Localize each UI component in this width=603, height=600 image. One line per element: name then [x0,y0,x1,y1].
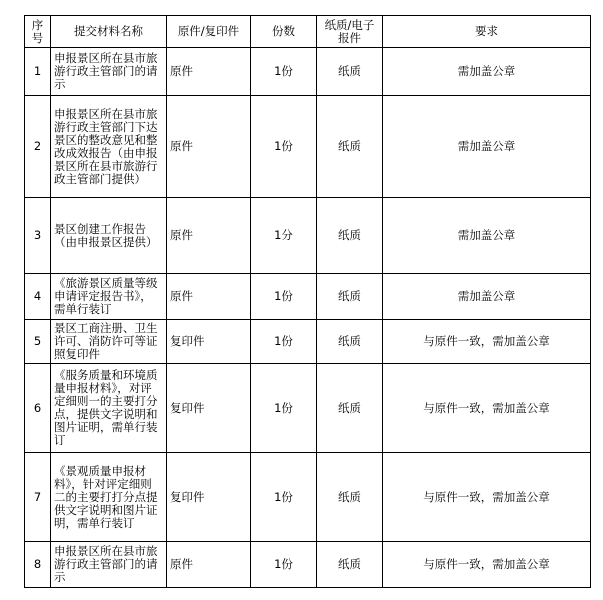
table-row [25,96,591,198]
table-row [25,542,591,588]
row-copies: 1份 [251,364,317,453]
row-material: 景区创建工作报告（由申报景区提供） [51,198,167,274]
row-original-copy: 复印件 [167,453,251,542]
table-row [25,198,591,274]
row-format: 纸质 [317,48,383,96]
submission-materials-table [24,15,591,588]
row-original-copy: 原件 [167,274,251,320]
row-original-copy: 原件 [167,542,251,588]
header-requirement: 要求 [383,16,591,48]
row-original-copy: 复印件 [167,364,251,453]
header-copies: 份数 [251,16,317,48]
row-material: 《旅游景区质量等级申请评定报告书》，需单行装订 [51,274,167,320]
row-original-copy: 原件 [167,198,251,274]
row-requirement: 需加盖公章 [383,48,591,96]
row-copies: 1份 [251,542,317,588]
row-original-copy: 复印件 [167,320,251,364]
row-copies: 1分 [251,198,317,274]
table-row [25,274,591,320]
row-format: 纸质 [317,364,383,453]
header-material: 提交材料名称 [51,16,167,48]
row-format: 纸质 [317,274,383,320]
row-material: 申报景区所在县市旅游行政主管部门的请示 [51,542,167,588]
row-format: 纸质 [317,542,383,588]
row-copies: 1份 [251,96,317,198]
row-material: 景区工商注册、卫生许可、消防许可等证照复印件 [51,320,167,364]
row-index: 1 [25,48,51,96]
header-format: 纸质/电子报件 [317,16,383,48]
row-index: 4 [25,274,51,320]
row-material: 申报景区所在县市旅游行政主管部门的请示 [51,48,167,96]
row-format: 纸质 [317,198,383,274]
row-requirement: 与原件一致，需加盖公章 [383,542,591,588]
row-index: 3 [25,198,51,274]
row-index: 6 [25,364,51,453]
row-requirement: 与原件一致，需加盖公章 [383,364,591,453]
row-copies: 1份 [251,274,317,320]
header-original-copy: 原件/复印件 [167,16,251,48]
row-copies: 1份 [251,453,317,542]
row-index: 2 [25,96,51,198]
row-index: 8 [25,542,51,588]
table-row [25,453,591,542]
row-index: 5 [25,320,51,364]
row-copies: 1份 [251,320,317,364]
table-row [25,364,591,453]
row-requirement: 与原件一致，需加盖公章 [383,453,591,542]
row-original-copy: 原件 [167,48,251,96]
row-original-copy: 原件 [167,96,251,198]
table-row [25,320,591,364]
row-requirement: 需加盖公章 [383,198,591,274]
row-copies: 1份 [251,48,317,96]
row-format: 纸质 [317,96,383,198]
row-requirement: 需加盖公章 [383,274,591,320]
table-header-row [25,16,591,48]
row-requirement: 与原件一致，需加盖公章 [383,320,591,364]
row-material: 申报景区所在县市旅游行政主管部门下达景区的整改意见和整改成效报告（由申报景区所在县市旅游行政主管部门提供） [51,96,167,198]
row-format: 纸质 [317,453,383,542]
table-row [25,48,591,96]
row-format: 纸质 [317,320,383,364]
row-material: 《景观质量申报材料》，针对评定细则二的主要打打分点提供文字说明和图片证明，需单行装订 [51,453,167,542]
row-requirement: 需加盖公章 [383,96,591,198]
row-index: 7 [25,453,51,542]
row-material: 《服务质量和环境质量申报材料》，对评定细则一的主要打分点，提供文字说明和图片证明，需单行装订 [51,364,167,453]
header-index: 序号 [25,16,51,48]
